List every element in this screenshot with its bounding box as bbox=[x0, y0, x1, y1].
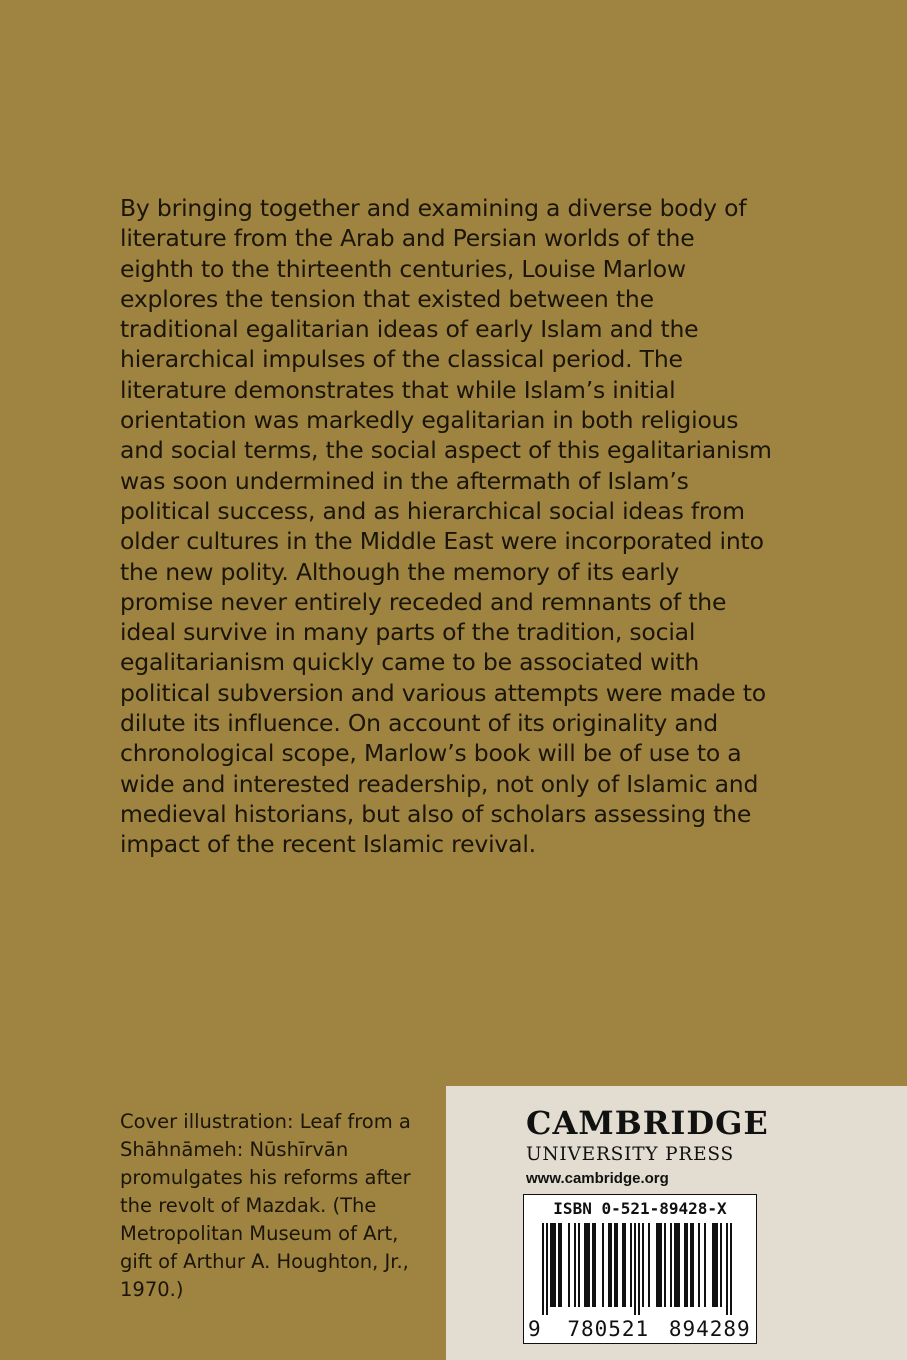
blurb-line: medieval historians, but also of scholars assessing the bbox=[120, 799, 752, 828]
barcode-bar bbox=[664, 1223, 666, 1307]
barcode-bar bbox=[558, 1223, 560, 1307]
blurb-line: literature demonstrates that while Islam’s initial bbox=[120, 375, 676, 404]
blurb-line: ideal survive in many parts of the tradition, social bbox=[120, 618, 696, 647]
blurb-line: wide and interested readership, not only of Islamic and bbox=[120, 769, 759, 798]
barcode-bar bbox=[670, 1223, 672, 1307]
blurb-line: political subversion and various attempts were made to bbox=[120, 678, 766, 707]
blurb-line: eighth to the thirteenth centuries, Louise Marlow bbox=[120, 254, 686, 283]
barcode-bar bbox=[660, 1223, 662, 1307]
barcode-bar bbox=[678, 1223, 680, 1307]
barcode-bar bbox=[714, 1223, 716, 1307]
barcode-bar bbox=[602, 1223, 604, 1307]
barcode-bar bbox=[684, 1223, 686, 1307]
ean-group-1: 780521 bbox=[567, 1317, 650, 1341]
cover-illustration-credit bbox=[120, 1108, 430, 1304]
barcode-bar bbox=[716, 1223, 718, 1307]
blurb-line: explores the tension that existed between the bbox=[120, 284, 654, 313]
barcode-bar bbox=[550, 1223, 552, 1307]
blurb-line: egalitarianism quickly came to be associated with bbox=[120, 648, 700, 677]
barcode-bar bbox=[622, 1223, 624, 1307]
barcode-bar bbox=[676, 1223, 678, 1307]
credit-line: 1970.) bbox=[120, 1278, 184, 1301]
barcode-bar bbox=[608, 1223, 610, 1307]
barcode-bar bbox=[584, 1223, 586, 1307]
credit-line: gift of Arthur A. Houghton, Jr., bbox=[120, 1250, 409, 1273]
publisher-panel bbox=[446, 1086, 907, 1360]
barcode-bar bbox=[634, 1223, 636, 1315]
blurb-line: the new polity. Although the memory of its early bbox=[120, 557, 680, 586]
blurb-line: impact of the recent Islamic revival. bbox=[120, 830, 536, 859]
credit-line: Metropolitan Museum of Art, bbox=[120, 1222, 399, 1245]
barcode-bar bbox=[588, 1223, 590, 1307]
barcode-bar bbox=[546, 1223, 548, 1315]
blurb-line: hierarchical impulses of the classical period. The bbox=[120, 345, 683, 374]
barcode-bar bbox=[574, 1223, 576, 1307]
blurb-line: promise never entirely receded and remnants of the bbox=[120, 587, 727, 616]
barcode-bar bbox=[610, 1223, 612, 1307]
barcode-bar bbox=[554, 1223, 556, 1307]
back-cover-blurb bbox=[120, 193, 810, 860]
barcode-bars bbox=[542, 1223, 738, 1315]
barcode-bar bbox=[674, 1223, 676, 1307]
blurb-line: chronological scope, Marlow’s book will be of use to a bbox=[120, 739, 742, 768]
credit-line: promulgates his reforms after bbox=[120, 1166, 411, 1189]
barcode-bar bbox=[656, 1223, 658, 1307]
credit-line: Cover illustration: Leaf from a bbox=[120, 1110, 411, 1133]
barcode-bar bbox=[594, 1223, 596, 1307]
barcode-bar bbox=[690, 1223, 692, 1307]
blurb-line: was soon undermined in the aftermath of Islam’s bbox=[120, 466, 689, 495]
barcode-bar bbox=[730, 1223, 732, 1315]
ean-number bbox=[528, 1317, 752, 1341]
blurb-line: and social terms, the social aspect of this egalitarianism bbox=[120, 436, 772, 465]
blurb-line: literature from the Arab and Persian worlds of the bbox=[120, 224, 695, 253]
publisher-url: www.cambridge.org bbox=[526, 1170, 669, 1187]
barcode-bar bbox=[642, 1223, 644, 1307]
isbn-label: ISBN 0-521-89428-X bbox=[553, 1199, 727, 1218]
barcode-bar bbox=[560, 1223, 562, 1307]
barcode-bar bbox=[578, 1223, 580, 1307]
blurb-line: political success, and as hierarchical social ideas from bbox=[120, 496, 745, 525]
barcode-bar bbox=[726, 1223, 728, 1315]
barcode-bar bbox=[630, 1223, 632, 1307]
barcode-bar bbox=[568, 1223, 570, 1307]
barcode-bar bbox=[616, 1223, 618, 1307]
blurb-line: orientation was markedly egalitarian in both religious bbox=[120, 406, 739, 435]
barcode-bar bbox=[638, 1223, 640, 1315]
barcode-bar bbox=[698, 1223, 700, 1307]
blurb-line: By bringing together and examining a diverse body of bbox=[120, 194, 747, 222]
credit-line: Shāhnāmeh: Nūshīrvān bbox=[120, 1138, 349, 1161]
barcode-bar bbox=[704, 1223, 706, 1307]
barcode-bar bbox=[686, 1223, 688, 1307]
barcode-bar bbox=[658, 1223, 660, 1307]
blurb-line: dilute its influence. On account of its originality and bbox=[120, 709, 718, 738]
barcode-bar bbox=[552, 1223, 554, 1307]
publisher-subtitle: UNIVERSITY PRESS bbox=[526, 1144, 734, 1165]
blurb-line: traditional egalitarian ideas of early Islam and the bbox=[120, 315, 699, 344]
ean-first-digit: 9 bbox=[528, 1317, 542, 1341]
barcode-bar bbox=[648, 1223, 650, 1307]
publisher-name: CAMBRIDGE bbox=[526, 1104, 769, 1142]
barcode-bar bbox=[624, 1223, 626, 1307]
blurb-line: older cultures in the Middle East were incorporated into bbox=[120, 527, 764, 556]
ean-group-2: 894289 bbox=[668, 1317, 751, 1341]
barcode-bar bbox=[592, 1223, 594, 1307]
barcode-bar bbox=[586, 1223, 588, 1307]
barcode-bar bbox=[712, 1223, 714, 1307]
barcode-bar bbox=[692, 1223, 694, 1307]
barcode-bar bbox=[542, 1223, 544, 1315]
barcode-bar bbox=[614, 1223, 616, 1307]
barcode-bar bbox=[720, 1223, 722, 1307]
isbn-barcode bbox=[523, 1194, 757, 1344]
credit-line: the revolt of Mazdak. (The bbox=[120, 1194, 377, 1217]
